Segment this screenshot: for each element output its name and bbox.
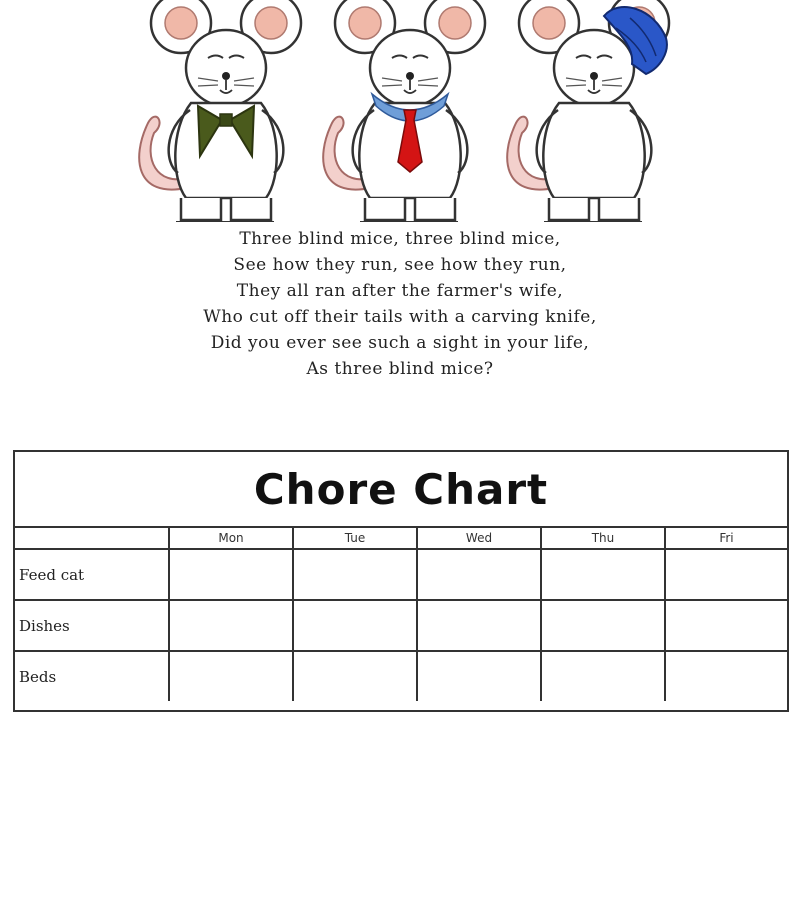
three-mice-illustration [0, 0, 800, 222]
day-header: Wed [417, 527, 541, 549]
check-cell[interactable] [541, 651, 665, 701]
table-row [15, 549, 787, 600]
check-cell[interactable] [417, 600, 541, 651]
chore-label: Beds [15, 651, 169, 701]
mouse-necktie [323, 0, 485, 222]
check-cell[interactable] [417, 549, 541, 600]
poem-line: Did you ever see such a sight in your life, [210, 333, 590, 353]
chore-grid [15, 526, 787, 701]
chore-chart [13, 450, 789, 712]
day-header: Fri [665, 527, 787, 549]
table-row [15, 600, 787, 651]
poem-line: Who cut off their tails with a carving knife, [203, 307, 597, 327]
check-cell[interactable] [541, 600, 665, 651]
chart-title: Chore Chart [253, 464, 549, 514]
day-header: Thu [541, 527, 665, 549]
poem-line: See how they run, see how they run, [233, 255, 567, 275]
table-row [15, 651, 787, 701]
check-cell[interactable] [293, 549, 417, 600]
check-cell[interactable] [169, 600, 293, 651]
check-cell[interactable] [417, 651, 541, 701]
poem-line: As three blind mice? [306, 359, 494, 379]
check-cell[interactable] [665, 651, 787, 701]
mouse-hat [507, 0, 669, 222]
check-cell[interactable] [665, 549, 787, 600]
day-header-row [15, 527, 787, 549]
day-header: Mon [169, 527, 293, 549]
chore-label: Dishes [15, 600, 169, 651]
check-cell[interactable] [169, 549, 293, 600]
check-cell[interactable] [169, 651, 293, 701]
mouse-bowtie [139, 0, 301, 222]
corner-cell [15, 527, 169, 549]
check-cell[interactable] [293, 600, 417, 651]
check-cell[interactable] [541, 549, 665, 600]
chore-label: Feed cat [15, 549, 169, 600]
check-cell[interactable] [665, 600, 787, 651]
poem-line: They all ran after the farmer's wife, [236, 281, 564, 301]
check-cell[interactable] [293, 651, 417, 701]
day-header: Tue [293, 527, 417, 549]
nursery-rhyme [150, 226, 650, 382]
poem-line: Three blind mice, three blind mice, [239, 229, 561, 249]
